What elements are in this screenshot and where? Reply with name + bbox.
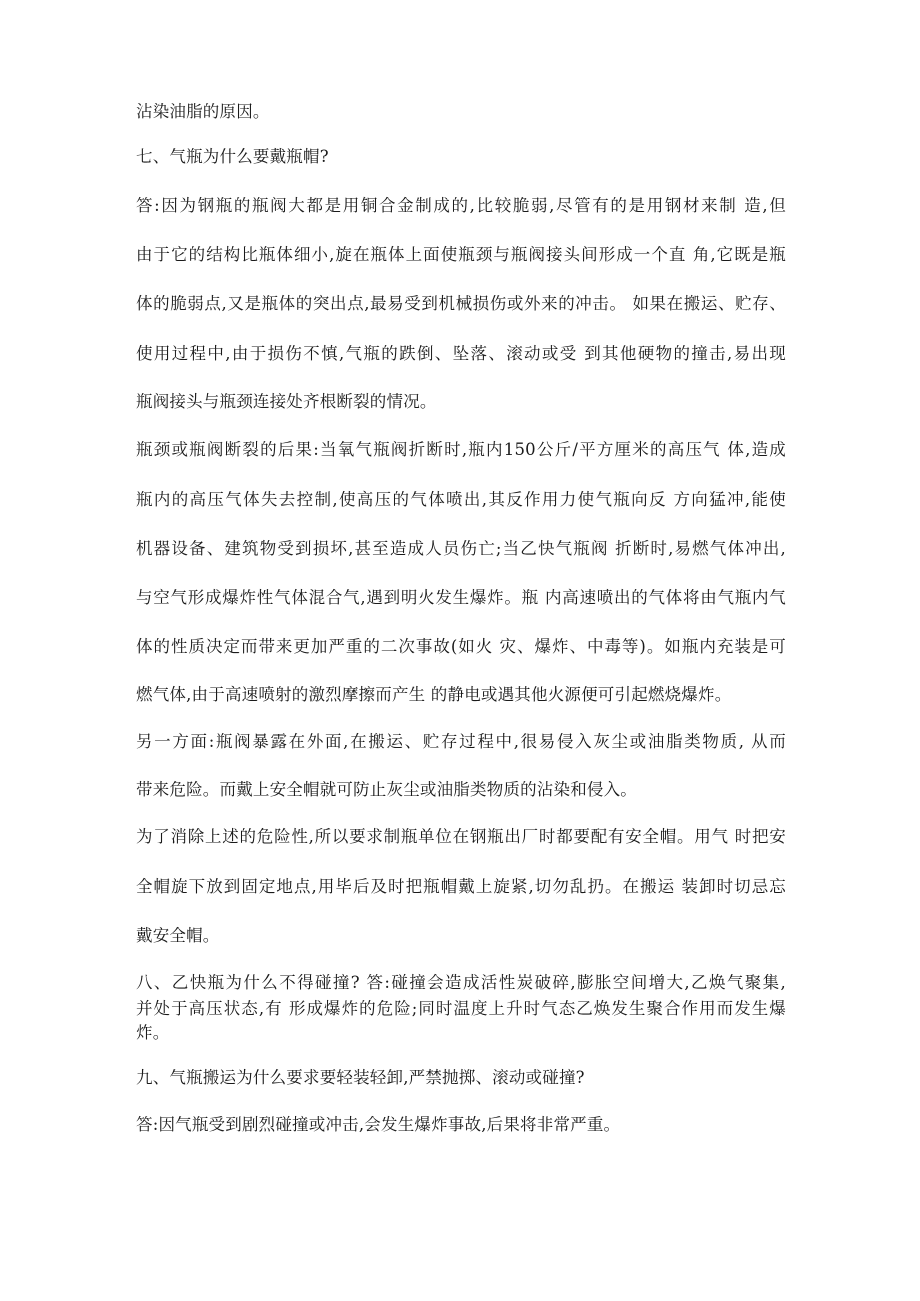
section-heading: 七、气瓶为什么要戴瓶帽? xyxy=(136,147,329,166)
text-line: 并处于高压状态,有 形成爆炸的危险;同时温度上升时气态乙焕发生聚合作用而发生爆 xyxy=(136,999,786,1018)
text-line: 使用过程中,由于损伤不慎,气瓶的跌倒、坠落、滚动或受 到其他硬物的撞击,易出现 xyxy=(136,344,786,363)
text-line: 沾染油脂的原因。 xyxy=(136,102,270,121)
text-line: 炸。 xyxy=(136,1023,170,1042)
text-line: 瓶阀接头与瓶颈连接处齐根断裂的情况。 xyxy=(136,392,437,411)
text-line: 答:因气瓶受到剧烈碰撞或冲击,会发生爆炸事故,后果将非常严重。 xyxy=(136,1115,621,1134)
section-heading: 九、气瓶搬运为什么要求要轻装轻卸,严禁抛掷、滚动或碰撞? xyxy=(136,1068,585,1087)
text-line: 戴安全帽。 xyxy=(136,926,220,945)
text-line: 机器设备、建筑物受到损坏,甚至造成人员伤亡;当乙快气瓶阀 折断时,易燃气体冲出, xyxy=(136,539,786,558)
text-line: 体的性质决定而带来更加严重的二次事故(如火 灾、爆炸、中毒等)。如瓶内充装是可 xyxy=(136,637,786,656)
text-line: 与空气形成爆炸性气体混合气,遇到明火发生爆炸。瓶 内高速喷出的气体将由气瓶内气 xyxy=(136,588,786,607)
text-line: 瓶颈或瓶阀断裂的后果:当氧气瓶阀折断时,瓶内150公斤/平方厘米的高压气 体,造成 xyxy=(136,440,786,459)
text-line: 由于它的结构比瓶体细小,旋在瓶体上面使瓶颈与瓶阀接头间形成一个直 角,它既是瓶 xyxy=(136,245,786,264)
text-line: 体的脆弱点,又是瓶体的突出点,最易受到机械损伤或外来的冲击。 如果在搬运、贮存、 xyxy=(136,294,786,313)
section-heading: 八、乙快瓶为什么不得碰撞? 答:碰撞会造成活性炭破碎,膨胀空间增大,乙焕气聚集, xyxy=(136,973,786,992)
text-line: 答:因为钢瓶的瓶阀大都是用铜合金制成的,比较脆弱,尽管有的是用钢材来制 造,但 xyxy=(136,196,786,215)
text-line: 燃气体,由于高速喷射的激烈摩擦而产生 的静电或遇其他火源便可引起燃烧爆炸。 xyxy=(136,685,732,704)
text-line: 全帽旋下放到固定地点,用毕后及时把瓶帽戴上旋紧,切勿乱扔。在搬运 装卸时切忌忘 xyxy=(136,877,786,896)
text-line: 带来危险。而戴上安全帽就可防止灰尘或油脂类物质的沾染和侵入。 xyxy=(136,780,637,799)
text-line: 为了消除上述的危险性,所以要求制瓶单位在钢瓶出厂时都要配有安全帽。用气 时把安 xyxy=(136,827,786,846)
text-line: 另一方面:瓶阀暴露在外面,在搬运、贮存过程中,很易侵入灰尘或油脂类物质, 从而 xyxy=(136,732,786,751)
text-line: 瓶内的高压气体失去控制,使高压的气体喷出,其反作用力使气瓶向反 方向猛冲,能使 xyxy=(136,490,786,509)
